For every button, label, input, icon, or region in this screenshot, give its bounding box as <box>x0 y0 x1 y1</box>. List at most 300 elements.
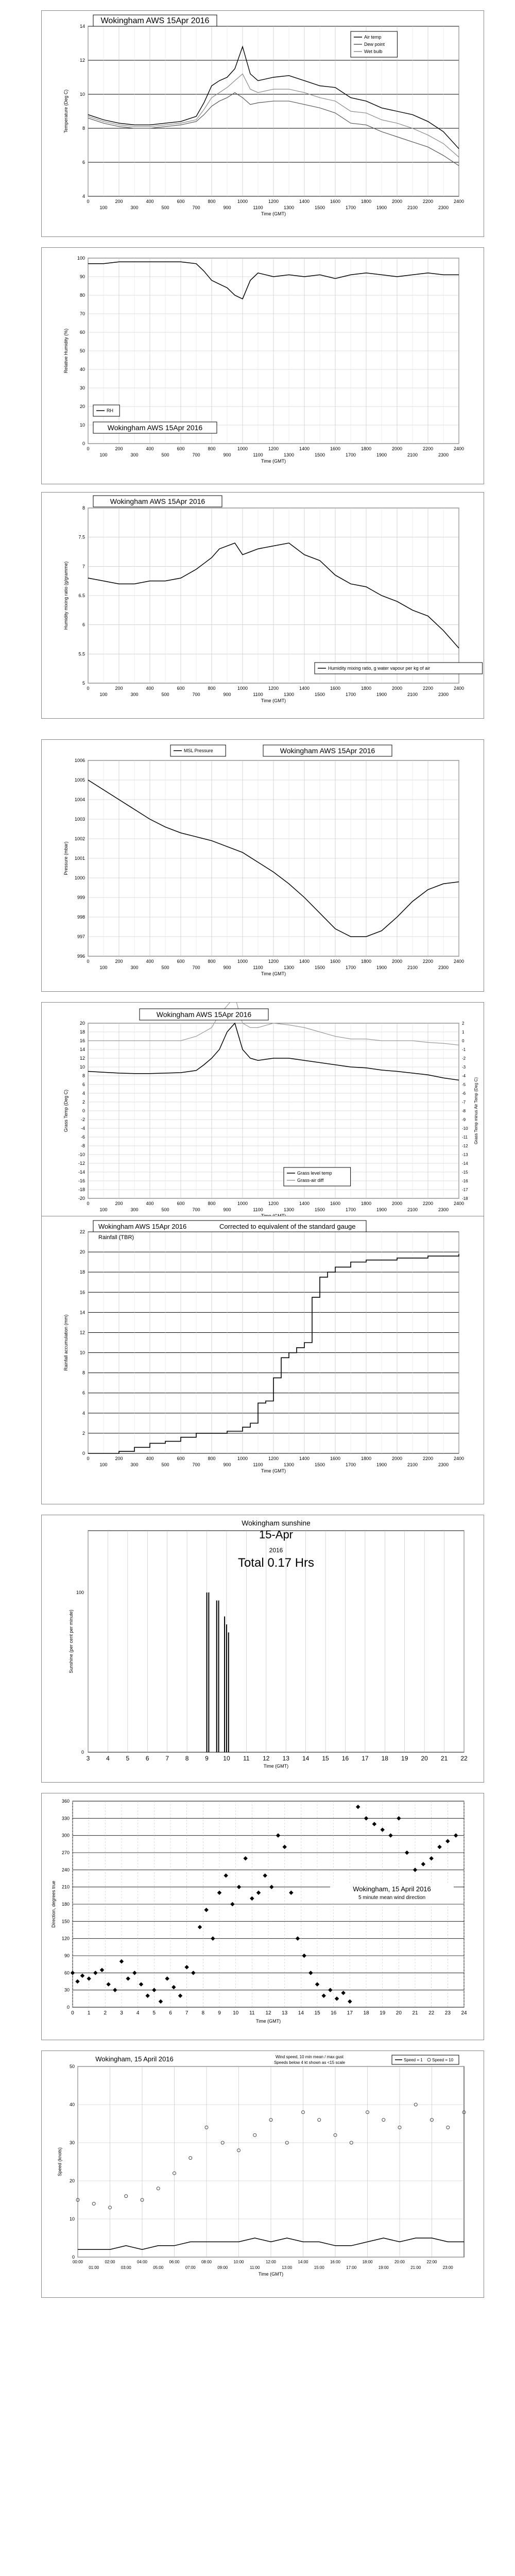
x-tick-label: 300 <box>130 205 139 210</box>
legend-label: Wet bulb <box>364 49 383 54</box>
x-tick-label: 14:00 <box>298 2260 308 2264</box>
x-tick-label: 1800 <box>360 446 372 451</box>
x-tick-label: 13 <box>282 2010 288 2016</box>
x-axis-label: Time (GMT) <box>261 211 286 216</box>
x-tick-label: 1400 <box>299 1456 310 1461</box>
x-tick-label: 22 <box>460 1755 468 1762</box>
x-tick-label: 23 <box>444 2010 451 2016</box>
pressure-chart-panel <box>41 739 484 992</box>
x-tick-label: 20 <box>396 2010 402 2016</box>
x-tick-label: 2000 <box>391 199 403 204</box>
y-right-tick-label: -3 <box>462 1065 466 1070</box>
y-tick-label: 60 <box>64 1970 70 1976</box>
x-tick-label: 300 <box>130 692 139 697</box>
x-tick-label: 20:00 <box>394 2260 405 2264</box>
x-tick-label: 12 <box>263 1755 270 1762</box>
x-tick-label: 700 <box>192 1207 200 1212</box>
chart-note: Wind speed, 10 min mean / max gust <box>275 2055 344 2059</box>
x-tick-label: 1300 <box>283 965 295 970</box>
x-tick-label: 0 <box>87 199 90 204</box>
x-tick-label: 9 <box>218 2010 221 2016</box>
x-tick-label: 800 <box>208 686 216 691</box>
x-tick-label: 900 <box>223 692 231 697</box>
y-tick-label: 6.5 <box>78 593 85 598</box>
x-tick-label: 500 <box>161 1207 169 1212</box>
legend-label: MSL Pressure <box>184 748 213 753</box>
y-tick-label: 1004 <box>74 797 85 802</box>
y-tick-label: 100 <box>77 256 85 261</box>
x-tick-label: 400 <box>146 1201 154 1206</box>
y-right-tick-label: -11 <box>462 1135 468 1140</box>
x-tick-label: 05:00 <box>153 2265 164 2270</box>
x-tick-label: 700 <box>192 692 200 697</box>
x-tick-label: 0 <box>87 686 90 691</box>
x-tick-label: 1900 <box>376 205 387 210</box>
y-tick-label: 180 <box>61 1902 70 1907</box>
y-tick-label: 50 <box>69 2064 75 2069</box>
mixing-ratio-chart <box>42 493 484 718</box>
chart-total: Total 0.17 Hrs <box>237 1556 315 1570</box>
x-tick-label: 500 <box>161 965 169 970</box>
x-tick-label: 1300 <box>283 692 295 697</box>
x-tick-label: 10 <box>223 1755 230 1762</box>
y-right-axis-label: Grass Temp minus Air Temp (Deg C) <box>474 1077 478 1144</box>
x-tick-label: 100 <box>99 692 108 697</box>
x-axis-label: Time (GMT) <box>261 459 286 464</box>
temperature-chart <box>42 11 484 236</box>
x-tick-label: 800 <box>208 199 216 204</box>
x-tick-label: 1800 <box>360 1456 372 1461</box>
legend-label: Humidity mixing ratio, g water vapour per kg of air <box>328 666 431 671</box>
x-tick-label: 1700 <box>345 965 356 970</box>
x-tick-label: 2100 <box>407 1207 418 1212</box>
x-tick-label: 18 <box>381 1755 388 1762</box>
chart-title-2: Corrected to equivalent of the standard gauge <box>219 1223 356 1230</box>
x-tick-label: 1700 <box>345 692 356 697</box>
chart-title: Wokingham, 15 April 2016 <box>353 1885 431 1893</box>
y-tick-label: 120 <box>61 1936 70 1941</box>
x-tick-label: 300 <box>130 1207 139 1212</box>
x-tick-label: 1200 <box>268 199 279 204</box>
y-tick-label: 4 <box>82 194 85 199</box>
y-tick-label: 20 <box>69 2178 75 2183</box>
y-right-tick-label: -6 <box>462 1091 466 1096</box>
y-tick-label: 998 <box>77 914 85 920</box>
x-tick-label: 9 <box>205 1755 209 1762</box>
x-tick-label: 600 <box>177 446 185 451</box>
x-tick-label: 2300 <box>438 1462 449 1467</box>
x-tick-label: 1500 <box>314 965 325 970</box>
y-tick-label: 12 <box>79 58 85 63</box>
y-tick-label: 210 <box>61 1884 70 1890</box>
x-tick-label: 18:00 <box>362 2260 373 2264</box>
x-tick-label: 15 <box>322 1755 329 1762</box>
y-tick-label: 4 <box>82 1091 85 1096</box>
x-tick-label: 1400 <box>299 959 310 964</box>
x-tick-label: 3 <box>86 1755 90 1762</box>
x-tick-label: 300 <box>130 1462 139 1467</box>
y-right-tick-label: -14 <box>462 1161 468 1166</box>
y-tick-label: 40 <box>79 367 85 372</box>
x-tick-label: 1000 <box>237 1201 248 1206</box>
x-tick-label: 1300 <box>283 205 295 210</box>
y-tick-label: -18 <box>78 1187 85 1192</box>
y-tick-label: 0 <box>82 441 85 446</box>
x-tick-label: 400 <box>146 959 154 964</box>
x-tick-label: 2200 <box>422 199 434 204</box>
chart-year: 2016 <box>269 1547 283 1554</box>
x-tick-label: 1500 <box>314 1207 325 1212</box>
y-tick-label: 8 <box>82 505 85 511</box>
y-tick-label: 5.5 <box>78 651 85 657</box>
y-tick-label: 1003 <box>74 817 85 822</box>
x-tick-label: 900 <box>223 205 231 210</box>
x-tick-label: 700 <box>192 1462 200 1467</box>
x-tick-label: 1300 <box>283 1207 295 1212</box>
y-tick-label: 10 <box>79 1064 85 1070</box>
x-tick-label: 600 <box>177 1201 185 1206</box>
y-tick-label: 0 <box>66 2005 70 2010</box>
x-tick-label: 1200 <box>268 446 279 451</box>
x-tick-label: 15:00 <box>314 2265 324 2270</box>
x-tick-label: 200 <box>115 1201 123 1206</box>
y-tick-label: 5 <box>82 681 85 686</box>
x-tick-label: 1500 <box>314 1462 325 1467</box>
wind-speed-chart-panel <box>41 2050 484 2298</box>
x-tick-label: 11 <box>249 2010 255 2016</box>
x-tick-label: 1100 <box>253 1207 263 1212</box>
x-tick-label: 17:00 <box>346 2265 357 2270</box>
y-tick-label: 8 <box>82 1073 85 1078</box>
wind-direction-chart <box>42 1793 484 2040</box>
y-right-tick-label: -1 <box>462 1047 466 1052</box>
x-tick-label: 2300 <box>438 1207 449 1212</box>
x-tick-label: 19:00 <box>378 2265 389 2270</box>
x-tick-label: 00:00 <box>72 2260 83 2264</box>
y-right-tick-label: -7 <box>462 1100 466 1105</box>
x-axis-label: Time (GMT) <box>263 1764 289 1769</box>
y-tick-label: 2 <box>82 1430 85 1436</box>
x-tick-label: 07:00 <box>185 2265 196 2270</box>
x-tick-label: 1500 <box>314 205 325 210</box>
x-tick-label: 01:00 <box>89 2265 99 2270</box>
x-tick-label: 1900 <box>376 1207 387 1212</box>
y-axis-label: Relative Humidity (%) <box>63 328 68 374</box>
x-tick-label: 1100 <box>253 205 263 210</box>
x-tick-label: 2000 <box>391 686 403 691</box>
legend-label: Grass-air diff <box>297 1178 324 1183</box>
chart-title: Wokingham AWS 15Apr 2016 <box>100 16 210 25</box>
x-tick-label: 1900 <box>376 452 387 457</box>
y-tick-label: 1000 <box>74 875 85 880</box>
x-tick-label: 0 <box>87 1456 90 1461</box>
x-tick-label: 5 <box>152 2010 156 2016</box>
y-tick-label: 999 <box>77 895 85 900</box>
sunshine-chart <box>42 1515 484 1782</box>
y-right-tick-label: -4 <box>462 1074 466 1078</box>
x-tick-label: 1400 <box>299 1201 310 1206</box>
y-tick-label: 10 <box>69 2216 75 2222</box>
y-axis-label: Grass Temp (Deg C) <box>63 1089 68 1132</box>
y-tick-label: 12 <box>79 1056 85 1061</box>
y-tick-label: -16 <box>78 1178 85 1183</box>
x-tick-label: 100 <box>99 965 108 970</box>
x-tick-label: 06:00 <box>169 2260 180 2264</box>
y-tick-label: 1001 <box>74 856 85 861</box>
x-tick-label: 17 <box>347 2010 353 2016</box>
y-tick-label: 997 <box>77 934 85 939</box>
y-axis-label: Speed (knots) <box>57 2147 62 2177</box>
y-tick-label: 90 <box>79 274 85 279</box>
x-tick-label: 2100 <box>407 205 418 210</box>
x-tick-label: 600 <box>177 199 185 204</box>
y-axis-label: Humidity mixing ratio (g/gramme) <box>63 561 68 630</box>
y-tick-label: 14 <box>79 24 85 29</box>
x-tick-label: 2200 <box>422 959 434 964</box>
x-tick-label: 700 <box>192 452 200 457</box>
y-tick-label: 1002 <box>74 836 85 841</box>
y-right-tick-label: -18 <box>462 1196 468 1201</box>
x-tick-label: 1800 <box>360 199 372 204</box>
x-tick-label: 1500 <box>314 452 325 457</box>
x-tick-label: 2300 <box>438 692 449 697</box>
x-tick-label: 2100 <box>407 965 418 970</box>
x-tick-label: 20 <box>421 1755 428 1762</box>
wind-speed-chart <box>42 2051 484 2297</box>
x-tick-label: 2400 <box>453 199 465 204</box>
y-right-tick-label: 0 <box>462 1039 465 1043</box>
y-tick-label: 30 <box>79 385 85 391</box>
y-tick-label: 50 <box>79 348 85 353</box>
y-tick-label: 270 <box>61 1850 70 1855</box>
x-tick-label: 1600 <box>330 199 341 204</box>
x-tick-label: 600 <box>177 959 185 964</box>
chart-note: Speeds below 4 kt shown as <15 scale <box>273 2060 346 2065</box>
y-tick-label: 14 <box>79 1310 85 1315</box>
x-tick-label: 10:00 <box>233 2260 244 2264</box>
x-tick-label: 08:00 <box>201 2260 212 2264</box>
y-tick-label: -20 <box>78 1196 85 1201</box>
x-tick-label: 1800 <box>360 686 372 691</box>
x-tick-label: 2000 <box>391 959 403 964</box>
x-tick-label: 22:00 <box>426 2260 437 2264</box>
y-tick-label: 40 <box>69 2102 75 2107</box>
chart-title: Wokingham AWS 15Apr 2016 <box>98 1223 187 1230</box>
x-tick-label: 6 <box>145 1755 149 1762</box>
x-tick-label: 2000 <box>391 1201 403 1206</box>
x-tick-label: 400 <box>146 686 154 691</box>
legend-label: Grass level temp <box>297 1171 332 1176</box>
mixing-ratio-chart-panel <box>41 492 484 719</box>
y-axis-label: Temperature (Deg C) <box>63 89 68 133</box>
x-tick-label: 700 <box>192 965 200 970</box>
x-tick-label: 2000 <box>391 446 403 451</box>
y-right-tick-label: -13 <box>462 1153 468 1157</box>
x-tick-label: 5 <box>126 1755 130 1762</box>
y-tick-label: 30 <box>64 1987 70 1993</box>
y-axis-label: Rainfall accumulation (mm) <box>63 1314 68 1371</box>
x-axis-label: Time (GMT) <box>261 971 286 976</box>
x-tick-label: 1 <box>87 2010 91 2016</box>
chart-date: 15-Apr <box>259 1528 294 1541</box>
x-tick-label: 300 <box>130 452 139 457</box>
x-tick-label: 200 <box>115 446 123 451</box>
y-tick-label: 4 <box>82 1410 85 1416</box>
x-tick-label: 800 <box>208 446 216 451</box>
chart-title: Wokingham, 15 April 2016 <box>95 2055 174 2063</box>
y-tick-label: -4 <box>80 1126 85 1131</box>
x-tick-label: 1600 <box>330 1456 341 1461</box>
x-tick-label: 1200 <box>268 959 279 964</box>
x-tick-label: 800 <box>208 1456 216 1461</box>
x-tick-label: 0 <box>87 1201 90 1206</box>
x-tick-label: 13:00 <box>282 2265 293 2270</box>
x-tick-label: 2400 <box>453 1201 465 1206</box>
y-tick-label: 6 <box>82 1390 85 1396</box>
x-tick-label: 200 <box>115 199 123 204</box>
legend-label: Dew point <box>364 42 385 47</box>
x-tick-label: 18 <box>363 2010 369 2016</box>
y-tick-label: 12 <box>79 1330 85 1335</box>
y-tick-label: -10 <box>78 1152 85 1157</box>
y-tick-label: 7 <box>82 564 85 569</box>
chart-title: Wokingham AWS 15Apr 2016 <box>156 1010 252 1019</box>
x-tick-label: 2200 <box>422 1456 434 1461</box>
x-tick-label: 1200 <box>268 1201 279 1206</box>
x-axis-label: Time (GMT) <box>261 1468 286 1473</box>
y-tick-label: -8 <box>80 1143 85 1148</box>
x-tick-label: 1600 <box>330 446 341 451</box>
x-tick-label: 22 <box>428 2010 435 2016</box>
x-tick-label: 1500 <box>314 692 325 697</box>
y-axis-label: Direction, degrees true <box>51 1880 56 1928</box>
x-tick-label: 1800 <box>360 959 372 964</box>
x-tick-label: 2100 <box>407 452 418 457</box>
y-tick-label: 1005 <box>74 777 85 783</box>
x-tick-label: 2200 <box>422 1201 434 1206</box>
y-tick-label: 6 <box>82 1082 85 1087</box>
legend-label: Air temp <box>364 35 382 40</box>
y-right-tick-label: -2 <box>462 1056 466 1061</box>
x-tick-label: 8 <box>185 1755 189 1762</box>
y-tick-label: 330 <box>61 1816 70 1821</box>
humidity-chart <box>42 248 484 484</box>
x-tick-label: 400 <box>146 199 154 204</box>
y-axis-label: Pressure (mbar) <box>63 841 68 875</box>
x-tick-label: 0 <box>87 959 90 964</box>
x-tick-label: 03:00 <box>121 2265 131 2270</box>
x-tick-label: 21 <box>412 2010 418 2016</box>
y-tick-label: 18 <box>79 1269 85 1275</box>
x-tick-label: 1100 <box>253 1462 263 1467</box>
x-tick-label: 12:00 <box>265 2260 277 2264</box>
x-tick-label: 2300 <box>438 452 449 457</box>
x-tick-label: 1600 <box>330 1201 341 1206</box>
x-tick-label: 600 <box>177 686 185 691</box>
legend-label: RH <box>107 408 113 413</box>
y-right-tick-label: -17 <box>462 1188 468 1192</box>
x-tick-label: 100 <box>99 1462 108 1467</box>
x-tick-label: 16:00 <box>330 2260 341 2264</box>
y-tick-label: 10 <box>79 92 85 97</box>
x-tick-label: 1700 <box>345 452 356 457</box>
x-tick-label: 17 <box>362 1755 369 1762</box>
x-tick-label: 19 <box>401 1755 408 1762</box>
x-tick-label: 8 <box>201 2010 205 2016</box>
x-tick-label: 300 <box>130 965 139 970</box>
x-tick-label: 2200 <box>422 446 434 451</box>
x-axis-label: Time (GMT) <box>258 2272 284 2277</box>
sunshine-chart-panel <box>41 1515 484 1783</box>
x-tick-label: 1300 <box>283 1462 295 1467</box>
y-tick-label: 20 <box>79 1021 85 1026</box>
x-tick-label: 400 <box>146 446 154 451</box>
legend-label: Speed = 10 <box>432 2058 454 2062</box>
y-right-tick-label: 1 <box>462 1030 465 1035</box>
x-tick-label: 2300 <box>438 205 449 210</box>
chart-title: Wokingham sunshine <box>242 1519 311 1527</box>
chart-title: Wokingham AWS 15Apr 2016 <box>280 747 375 755</box>
y-tick-label: 10 <box>79 1350 85 1355</box>
x-tick-label: 500 <box>161 1462 169 1467</box>
x-tick-label: 200 <box>115 1456 123 1461</box>
chart-subtitle: 5 minute mean wind direction <box>358 1895 426 1901</box>
x-tick-label: 7 <box>165 1755 169 1762</box>
y-tick-label: 2 <box>82 1099 85 1105</box>
x-tick-label: 600 <box>177 1456 185 1461</box>
x-tick-label: 12 <box>265 2010 271 2016</box>
x-tick-label: 800 <box>208 1201 216 1206</box>
x-tick-label: 2400 <box>453 686 465 691</box>
x-tick-label: 21 <box>440 1755 448 1762</box>
x-tick-label: 1900 <box>376 692 387 697</box>
x-tick-label: 1900 <box>376 965 387 970</box>
x-tick-label: 1700 <box>345 205 356 210</box>
rainfall-chart <box>42 1216 484 1504</box>
pressure-chart <box>42 740 484 991</box>
x-tick-label: 4 <box>136 2010 140 2016</box>
chart-title: Wokingham AWS 15Apr 2016 <box>110 497 205 505</box>
y-tick-label: 8 <box>82 1370 85 1376</box>
y-tick-label: 90 <box>64 1953 70 1958</box>
x-tick-label: 200 <box>115 959 123 964</box>
x-tick-label: 1000 <box>237 959 248 964</box>
x-tick-label: 1400 <box>299 446 310 451</box>
x-tick-label: 1900 <box>376 1462 387 1467</box>
x-tick-label: 6 <box>169 2010 172 2016</box>
x-tick-label: 3 <box>120 2010 123 2016</box>
x-tick-label: 1000 <box>237 1456 248 1461</box>
y-tick-label: 20 <box>79 404 85 409</box>
x-tick-label: 1600 <box>330 959 341 964</box>
x-tick-label: 14 <box>298 2010 304 2016</box>
y-right-tick-label: -16 <box>462 1179 468 1183</box>
y-right-tick-label: 2 <box>462 1021 465 1026</box>
x-tick-label: 900 <box>223 1462 231 1467</box>
y-tick-label: 996 <box>77 954 85 959</box>
y-tick-label: 6 <box>82 160 85 165</box>
x-tick-label: 2300 <box>438 965 449 970</box>
chart-subtitle: Rainfall (TBR) <box>98 1234 134 1241</box>
x-tick-label: 1200 <box>268 1456 279 1461</box>
x-tick-label: 7 <box>185 2010 188 2016</box>
x-tick-label: 0 <box>71 2010 74 2016</box>
humidity-chart-panel <box>41 247 484 484</box>
y-tick-label: 100 <box>76 1590 84 1595</box>
x-tick-label: 11:00 <box>250 2265 260 2270</box>
y-tick-label: 70 <box>79 311 85 316</box>
y-right-tick-label: -15 <box>462 1170 468 1175</box>
